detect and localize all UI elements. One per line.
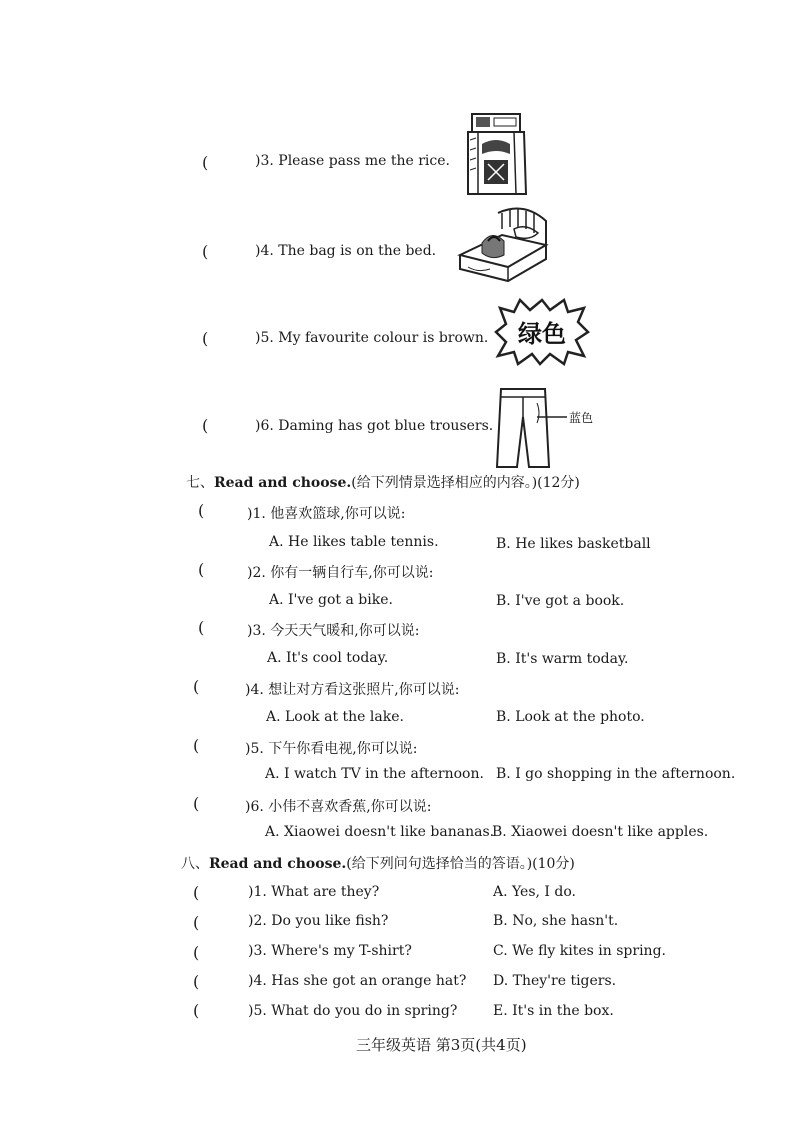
section-title: Read and choose. xyxy=(209,856,347,872)
section-7-question: )4. 想让对方看这张照片,你可以说: xyxy=(245,682,460,698)
section-7-question: )2. 你有一辆自行车,你可以说: xyxy=(247,565,434,581)
section-7-question: )5. 下午你看电视,你可以说: xyxy=(245,741,418,757)
answer-paren: ( xyxy=(198,501,205,520)
blue-label: 蓝色 xyxy=(569,411,594,425)
option-b: B. He likes basketball xyxy=(496,536,651,552)
option-b: B. I've got a book. xyxy=(496,593,625,609)
option-a: A. It's cool today. xyxy=(267,650,389,666)
section-7-question: )6. 小伟不喜欢香蕉,你可以说: xyxy=(245,799,432,815)
section-8-question: )3. Where's my T-shirt? xyxy=(248,943,412,959)
section-8-heading xyxy=(181,853,575,873)
answer-paren: ( xyxy=(193,794,200,813)
answer-option: A. Yes, I do. xyxy=(493,884,576,900)
section-7-heading xyxy=(186,472,580,492)
green-label: 绿色 xyxy=(518,320,566,348)
option-b: B. It's warm today. xyxy=(496,651,629,667)
option-b: B. I go shopping in the afternoon. xyxy=(496,766,736,782)
section-7-question: )3. 今天天气暖和,你可以说: xyxy=(247,623,420,639)
option-b: B. Xiaowei doesn't like apples. xyxy=(492,824,709,840)
option-a: A. Xiaowei doesn't like bananas. xyxy=(265,824,495,840)
picture-item-5: )5. My favourite colour is brown. xyxy=(255,330,489,346)
answer-paren: ( xyxy=(202,329,209,348)
trousers-image xyxy=(493,383,605,469)
option-a: A. I watch TV in the afternoon. xyxy=(265,766,484,782)
bed-with-bag-image xyxy=(454,203,554,283)
picture-item-6: )6. Daming has got blue trousers. xyxy=(255,418,494,434)
section-title: Read and choose. xyxy=(214,475,352,491)
picture-item-3: )3. Please pass me the rice. xyxy=(255,153,450,169)
rice-bag-image xyxy=(464,110,530,196)
option-b: B. Look at the photo. xyxy=(496,709,645,725)
answer-option: B. No, she hasn't. xyxy=(493,913,619,929)
green-starburst-image xyxy=(494,298,590,366)
answer-paren: ( xyxy=(202,416,209,435)
section-instruction: (给下列情景选择相应的内容。)(12分) xyxy=(351,475,580,491)
answer-paren: ( xyxy=(198,618,205,637)
answer-option: C. We fly kites in spring. xyxy=(493,943,666,959)
answer-option: E. It's in the box. xyxy=(493,1003,614,1019)
answer-paren: ( xyxy=(193,1001,200,1020)
section-number: 八、 xyxy=(181,856,209,872)
answer-paren: ( xyxy=(193,736,200,755)
section-8-question: )4. Has she got an orange hat? xyxy=(248,973,467,989)
section-instruction: (给下列问句选择恰当的答语。)(10分) xyxy=(346,856,575,872)
option-a: A. He likes table tennis. xyxy=(269,534,439,550)
section-7-question: )1. 他喜欢篮球,你可以说: xyxy=(247,506,406,522)
answer-paren: ( xyxy=(193,883,200,902)
option-a: A. Look at the lake. xyxy=(266,709,404,725)
option-a: A. I've got a bike. xyxy=(269,592,393,608)
section-8-question: )1. What are they? xyxy=(248,884,380,900)
answer-paren: ( xyxy=(193,913,200,932)
answer-paren: ( xyxy=(202,153,209,172)
section-number: 七、 xyxy=(186,475,214,491)
section-8-question: )2. Do you like fish? xyxy=(248,913,389,929)
answer-option: D. They're tigers. xyxy=(493,973,617,989)
answer-paren: ( xyxy=(193,972,200,991)
answer-paren: ( xyxy=(202,242,209,261)
answer-paren: ( xyxy=(193,677,200,696)
answer-paren: ( xyxy=(198,560,205,579)
section-8-question: )5. What do you do in spring? xyxy=(248,1003,458,1019)
picture-item-4: )4. The bag is on the bed. xyxy=(255,243,437,259)
page-footer: 三年级英语 第3页(共4页) xyxy=(356,1036,527,1054)
answer-paren: ( xyxy=(193,943,200,962)
